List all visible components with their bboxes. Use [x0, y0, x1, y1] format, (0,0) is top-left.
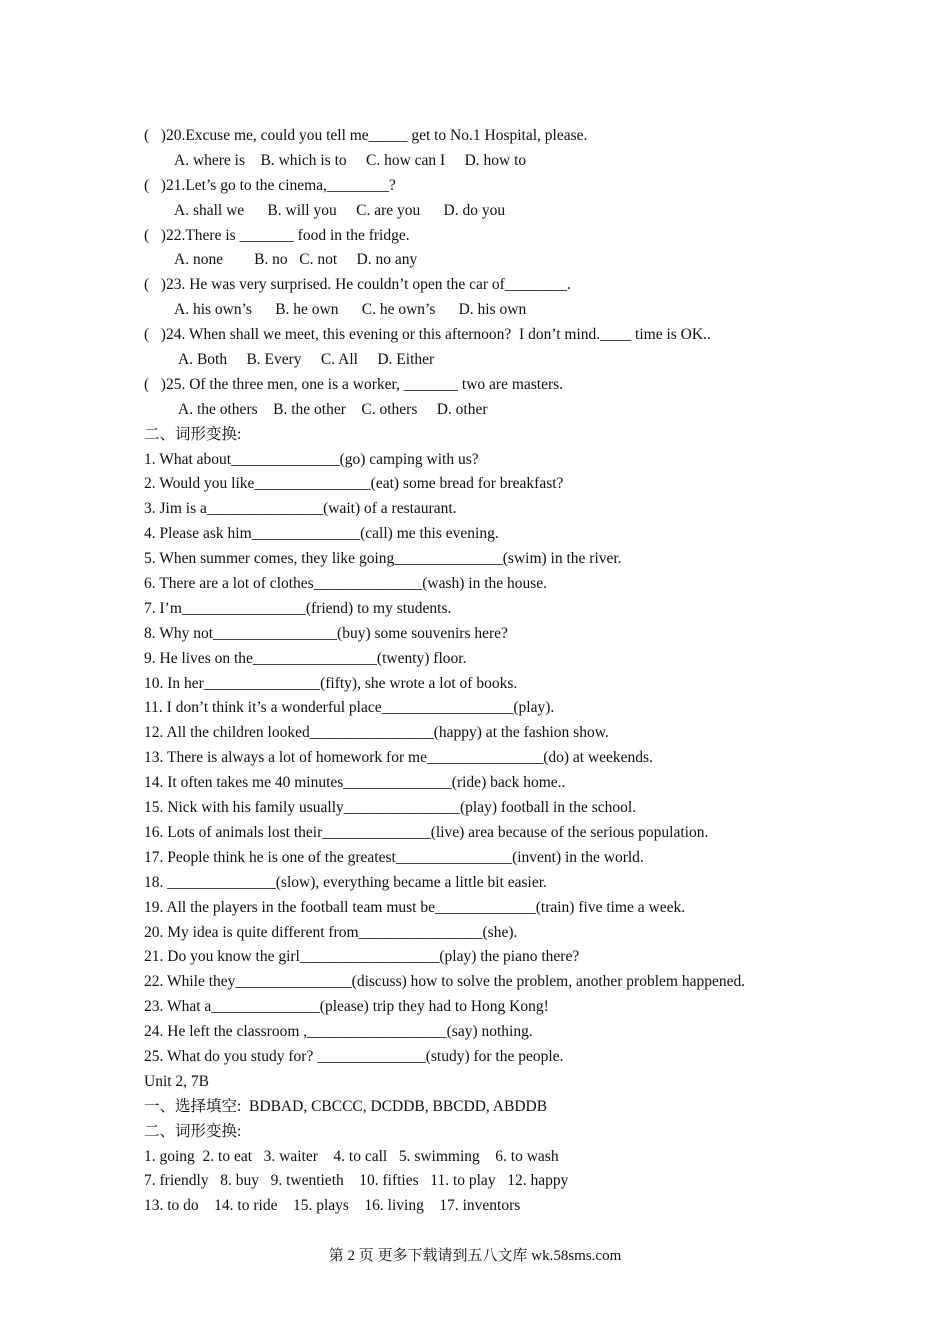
options-23: A. his own’s B. he own C. he own’s D. his own: [174, 301, 527, 319]
word-form-item: 18. ______________(slow), everything became a little bit easier.: [144, 873, 547, 891]
word-form-item: 23. What a______________(please) trip they had to Hong Kong!: [144, 998, 549, 1016]
word-form-item: 21. Do you know the girl__________________(play) the piano there?: [144, 948, 580, 966]
answer-line: 1. going 2. to eat 3. waiter 4. to call 5. swimming 6. to wash: [144, 1147, 559, 1165]
question-20: ( )20.Excuse me, could you tell me_____ get to No.1 Hospital, please.: [144, 127, 588, 144]
word-form-item: 20. My idea is quite different from________________(she).: [144, 923, 518, 941]
word-form-item: 17. People think he is one of the greatest_______________(invent) in the world.: [144, 848, 644, 866]
word-form-item: 10. In her_______________(fifty), she wrote a lot of books.: [144, 674, 518, 692]
word-form-item: 1. What about______________(go) camping with us?: [144, 450, 479, 468]
word-form-item: 9. He lives on the________________(twenty) floor.: [144, 649, 467, 667]
page-footer: 第 2 页 更多下载请到五八文库 wk.58sms.com: [328, 1248, 622, 1264]
word-form-item: 12. All the children looked________________(happy) at the fashion show.: [144, 724, 609, 742]
answer-line: 13. to do 14. to ride 15. plays 16. living 17. inventors: [144, 1197, 521, 1215]
answer-section1: 一、选择填空: BDBAD, CBCCC, DCDDB, BBCDD, ABDDB: [144, 1097, 548, 1115]
word-form-item: 13. There is always a lot of homework for me_______________(do) at weekends.: [144, 749, 653, 767]
word-form-item: 6. There are a lot of clothes______________(wash) in the house.: [144, 575, 548, 593]
word-form-item: 4. Please ask him______________(call) me this evening.: [144, 525, 499, 543]
options-22: A. none B. no C. not D. no any: [174, 251, 418, 269]
question-22: ( )22.There is _______ food in the fridge.: [144, 226, 410, 244]
section2-heading: 二、词形变换:: [144, 425, 242, 443]
word-form-item: 5. When summer comes, they like going______________(swim) in the river.: [144, 550, 622, 568]
word-form-item: 16. Lots of animals lost their______________(live) area because of the serious population.: [144, 823, 709, 841]
answer-section2-heading: 二、词形变换:: [144, 1122, 242, 1140]
options-21: A. shall we B. will you C. are you D. do you: [174, 201, 506, 219]
word-form-item: 11. I don’t think it’s a wonderful place_________________(play).: [144, 699, 555, 717]
word-form-item: 3. Jim is a_______________(wait) of a restaurant.: [144, 500, 457, 518]
answer-line: 7. friendly 8. buy 9. twentieth 10. fifties 11. to play 12. happy: [144, 1172, 569, 1190]
word-form-item: 19. All the players in the football team must be_____________(train) five time a week.: [144, 898, 686, 916]
options-25: A. the others B. the other C. others D. other: [178, 400, 488, 418]
question-25: ( )25. Of the three men, one is a worker, _______ two are masters.: [144, 375, 564, 393]
word-form-item: 24. He left the classroom ,__________________(say) nothing.: [144, 1023, 533, 1041]
word-form-item: 7. I’m________________(friend) to my students.: [144, 599, 452, 617]
question-21: ( )21.Let’s go to the cinema,________?: [144, 176, 396, 194]
word-form-item: 22. While they_______________(discuss) how to solve the problem, another problem happened.: [144, 973, 746, 991]
word-form-item: 25. What do you study for? ______________(study) for the people.: [144, 1047, 564, 1065]
word-form-section: [144, 448, 844, 1070]
answer-key: [144, 1070, 844, 1219]
question-24: ( )24. When shall we meet, this evening or this afternoon? I don’t mind.____ time is OK..: [144, 326, 711, 344]
word-form-item: 14. It often takes me 40 minutes______________(ride) back home..: [144, 774, 566, 792]
word-form-item: 15. Nick with his family usually_______________(play) football in the school.: [144, 799, 637, 817]
multiple-choice-section: [144, 124, 844, 423]
document-page: [144, 124, 844, 1219]
question-23: ( )23. He was very surprised. He couldn’t open the car of________.: [144, 276, 571, 294]
answer-unit-label: Unit 2, 7B: [144, 1072, 210, 1090]
word-form-item: 2. Would you like_______________(eat) some bread for breakfast?: [144, 475, 564, 493]
options-24: A. Both B. Every C. All D. Either: [178, 351, 435, 369]
options-20: A. where is B. which is to C. how can I D. how to: [174, 151, 527, 169]
word-form-item: 8. Why not________________(buy) some souvenirs here?: [144, 624, 508, 642]
